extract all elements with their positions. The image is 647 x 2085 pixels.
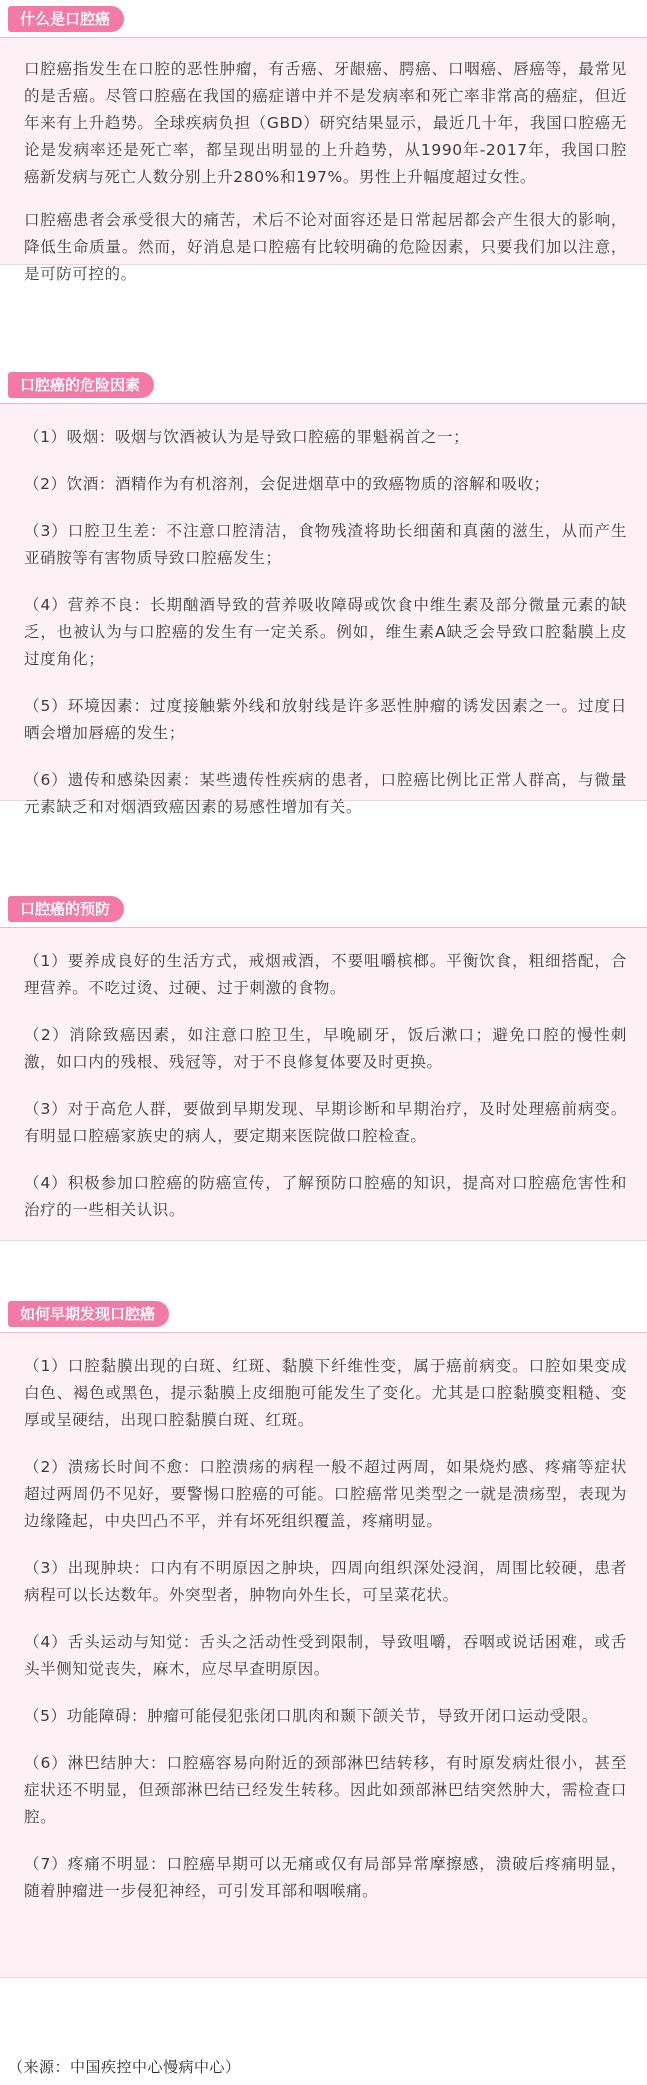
source-note: （来源：中国疾控中心慢病中心）	[8, 2058, 241, 2076]
list-item: （4）积极参加口腔癌的防癌宣传，了解预防口腔癌的知识，提高对口腔癌危害性和治疗的一些相关认识。	[24, 1174, 627, 1219]
list-item: （1）要养成良好的生活方式，戒烟戒酒，不要咀嚼槟榔。平衡饮食，粗细搭配，合理营养。不吃过烫、过硬、过于刺激的食物。	[24, 952, 627, 997]
section-early-detection	[0, 1295, 647, 1900]
section-header	[0, 366, 647, 404]
list-item: （1）口腔黏膜出现的白斑、红斑、黏膜下纤维性变，属于癌前病变。口腔如果变成白色、褐色或黑色，提示黏膜上皮细胞可能发生了变化。尤其是口腔黏膜变粗糙、变厚或呈硬结，出现口腔黏膜白斑、红斑。	[24, 1357, 627, 1429]
list-item: （3）口腔卫生差：不注意口腔清洁，食物残渣将助长细菌和真菌的滋生，从而产生亚硝胺等有害物质导致口腔癌发生；	[24, 522, 627, 567]
section-header	[0, 0, 647, 38]
section-title: 什么是口腔癌	[8, 6, 124, 32]
list-item: （6）淋巴结肿大：口腔癌容易向附近的颈部淋巴结转移，有时原发病灶很小，甚至症状还不明显，但颈部淋巴结已经发生转移。因此如颈部淋巴结突然肿大，需检查口腔。	[24, 1754, 627, 1826]
list-item: （1）吸烟：吸烟与饮酒被认为是导致口腔癌的罪魁祸首之一；	[24, 428, 470, 446]
section-header	[0, 1295, 647, 1333]
list-item: （3）出现肿块：口内有不明原因之肿块，四周向组织深处浸润，周围比较硬，患者病程可以长达数年。外突型者，肿物向外生长，可呈菜花状。	[24, 1559, 627, 1604]
section-risk-factors	[0, 366, 647, 816]
list-item: （6）遗传和感染因素：某些遗传性疾病的患者，口腔癌比例比正常人群高，与微量元素缺乏和对烟酒致癌因素的易感性增加有关。	[24, 771, 627, 816]
section-title: 如何早期发现口腔癌	[8, 1301, 169, 1327]
section-title: 口腔癌的危险因素	[8, 372, 154, 398]
list-item: （4）舌头运动与知觉：舌头之活动性受到限制，导致咀嚼，吞咽或说话困难，或舌头半侧知觉丧失，麻木，应尽早查明原因。	[24, 1633, 627, 1678]
paragraph: 口腔癌指发生在口腔的恶性肿瘤，有舌癌、牙龈癌、腭癌、口咽癌、唇癌等，最常见的是舌癌。尽管口腔癌在我国的癌症谱中并不是发病率和死亡率非常高的癌症，但近年来有上升趋势。全球疾病负担（GBD）研究结果显示，最近几十年，我国口腔癌无论是发病率还是死亡率，都呈现出明显的上升趋势，从1990年-2017年，我国口腔癌新发病与死亡人数分别上升280%和197%。男性上升幅度超过女性。	[24, 60, 627, 186]
section-body	[0, 38, 647, 283]
section-title: 口腔癌的预防	[8, 896, 124, 922]
list-item: （5）功能障碍：肿瘤可能侵犯张闭口肌肉和颞下颌关节，导致开闭口运动受限。	[24, 1707, 598, 1725]
list-item: （2）消除致癌因素，如注意口腔卫生，早晚刷牙，饭后漱口；避免口腔的慢性刺激，如口内的残根、残冠等，对于不良修复体要及时更换。	[24, 1026, 627, 1071]
list-item: （3）对于高危人群，要做到早期发现、早期诊断和早期治疗，及时处理癌前病变。有明显口腔癌家族史的病人，要定期来医院做口腔检查。	[24, 1100, 627, 1145]
section-body	[0, 1333, 647, 1978]
section-body	[0, 404, 647, 816]
paragraph: 口腔癌患者会承受很大的痛苦，术后不论对面容还是日常起居都会产生很大的影响，降低生命质量。然而，好消息是口腔癌有比较明确的危险因素，只要我们加以注意，是可防可控的。	[24, 211, 627, 283]
section-prevention	[0, 890, 647, 1219]
list-item: （2）饮酒：酒精作为有机溶剂，会促进烟草中的致癌物质的溶解和吸收；	[24, 475, 550, 493]
section-header	[0, 890, 647, 928]
section-body	[0, 928, 647, 1241]
list-item: （7）疼痛不明显：口腔癌早期可以无痛或仅有局部异常摩擦感，溃破后疼痛明显，随着肿瘤进一步侵犯神经，可引发耳部和咽喉痛。	[24, 1855, 627, 1900]
list-item: （4）营养不良：长期酗酒导致的营养吸收障碍或饮食中维生素及部分微量元素的缺乏，也被认为与口腔癌的发生有一定关系。例如，维生素A缺乏会导致口腔黏膜上皮过度角化；	[24, 596, 627, 668]
section-what-is-oral-cancer	[0, 0, 647, 283]
list-item: （2）溃疡长时间不愈：口腔溃疡的病程一般不超过两周，如果烧灼感、疼痛等症状超过两周仍不见好，要警惕口腔癌的可能。口腔癌常见类型之一就是溃疡型，表现为边缘隆起，中央凹凸不平，并有坏死组织覆盖，疼痛明显。	[24, 1458, 627, 1530]
list-item: （5）环境因素：过度接触紫外线和放射线是许多恶性肿瘤的诱发因素之一。过度日晒会增加唇癌的发生；	[24, 697, 627, 742]
